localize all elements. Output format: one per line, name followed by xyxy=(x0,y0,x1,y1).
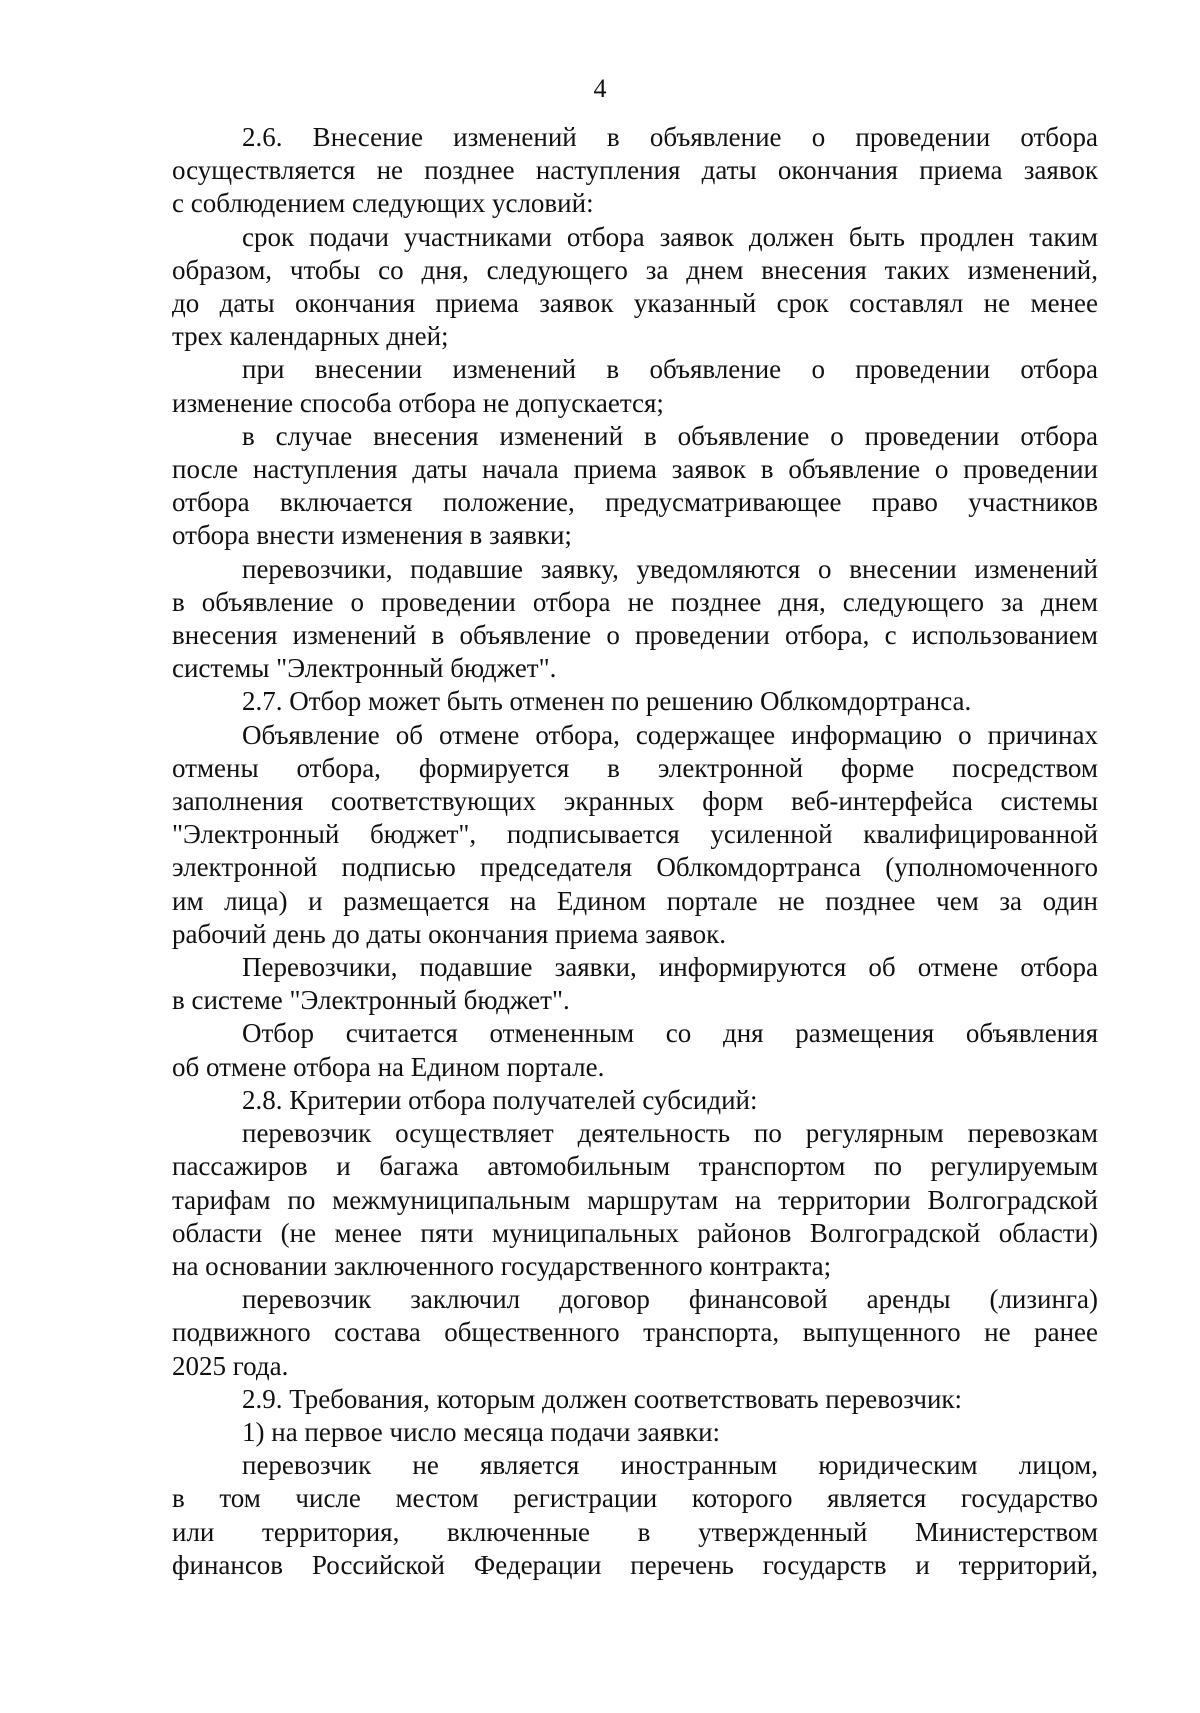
text-line: трех календарных дней; xyxy=(172,321,449,352)
text-line: перевозчик осуществляет деятельность по регулярным перевозкам xyxy=(242,1118,1098,1149)
paragraph xyxy=(172,353,1098,419)
text-line: перевозчики, подавшие заявку, уведомляются о внесении изменений xyxy=(242,553,1098,584)
text-line: 2025 года. xyxy=(172,1350,289,1381)
paragraph xyxy=(172,1449,1098,1582)
text-line: отмены отбора, формируется в электронной форме посредством xyxy=(172,752,1098,783)
document-body xyxy=(172,121,1098,1582)
text-line: образом, чтобы со дня, следующего за днем внесения таких изменений, xyxy=(172,254,1098,285)
text-line: рабочий день до даты окончания приема заявок. xyxy=(172,918,727,949)
text-line: пассажиров и багажа автомобильным транспортом по регулируемым xyxy=(172,1151,1098,1182)
text-line: 1) на первое число месяца подачи заявки: xyxy=(242,1416,721,1447)
paragraph xyxy=(172,1017,1098,1083)
text-line: до даты окончания приема заявок указанный срок составлял не менее xyxy=(172,288,1098,319)
text-line: в системе "Электронный бюджет". xyxy=(172,985,570,1016)
text-line: об отмене отбора на Едином портале. xyxy=(172,1051,605,1082)
text-line: подвижного состава общественного транспорта, выпущенного не ранее xyxy=(172,1317,1098,1348)
text-line: перевозчик заключил договор финансовой аренды (лизинга) xyxy=(242,1284,1098,1315)
text-line: на основании заключенного государственного контракта; xyxy=(172,1250,832,1281)
text-line: в том числе местом регистрации которого является государство xyxy=(172,1483,1098,1514)
text-line: 2.8. Критерии отбора получателей субсидий: xyxy=(242,1084,758,1115)
paragraph xyxy=(172,1084,1098,1117)
paragraph xyxy=(172,685,1098,718)
text-line: Объявление об отмене отбора, содержащее информацию о причинах xyxy=(242,719,1098,750)
text-line: изменение способа отбора не допускается; xyxy=(172,387,664,418)
paragraph xyxy=(172,1383,1098,1416)
text-line: отбора включается положение, предусматривающее право участников xyxy=(172,487,1098,518)
text-line: с соблюдением следующих условий: xyxy=(172,188,594,219)
text-line: 2.9. Требования, которым должен соответствовать перевозчик: xyxy=(242,1383,963,1414)
text-line: заполнения соответствующих экранных форм веб-интерфейса системы xyxy=(172,786,1098,817)
text-line: 2.6. Внесение изменений в объявление о проведении отбора xyxy=(242,122,1098,152)
text-line: электронной подписью председателя Облкомдортранса (уполномоченного xyxy=(172,852,1098,883)
paragraph xyxy=(172,221,1098,354)
text-line: системы "Электронный бюджет". xyxy=(172,653,557,684)
text-line: 2.7. Отбор может быть отменен по решению Облкомдортранса. xyxy=(242,686,972,717)
paragraph xyxy=(172,553,1098,686)
paragraph xyxy=(172,1117,1098,1283)
text-line: Отбор считается отмененным со дня размещения объявления xyxy=(242,1018,1098,1049)
text-line: финансов Российской Федерации перечень государств и территорий, xyxy=(172,1549,1098,1580)
paragraph xyxy=(172,719,1098,951)
text-line: "Электронный бюджет", подписывается усиленной квалифицированной xyxy=(172,819,1098,850)
text-line: Перевозчики, подавшие заявки, информируются об отмене отбора xyxy=(242,952,1098,983)
text-line: отбора внести изменения в заявки; xyxy=(172,520,572,551)
paragraph xyxy=(172,951,1098,1017)
text-line: перевозчик не является иностранным юридическим лицом, xyxy=(242,1450,1098,1481)
paragraph xyxy=(172,1283,1098,1383)
text-line: области (не менее пяти муниципальных районов Волгоградской области) xyxy=(172,1217,1098,1248)
text-line: после наступления даты начала приема заявок в объявление о проведении xyxy=(172,454,1098,485)
text-line: в объявление о проведении отбора не позднее дня, следующего за днем xyxy=(172,586,1098,617)
text-line: в случае внесения изменений в объявление о проведении отбора xyxy=(242,420,1098,451)
page-number: 4 xyxy=(593,74,607,103)
text-line: тарифам по межмуниципальным маршрутам на территории Волгоградской xyxy=(172,1184,1098,1215)
text-line: осуществляется не позднее наступления даты окончания приема заявок xyxy=(172,155,1098,186)
paragraph xyxy=(172,420,1098,553)
paragraph xyxy=(172,1416,1098,1449)
text-line: срок подачи участниками отбора заявок должен быть продлен таким xyxy=(242,221,1098,252)
text-line: им лица) и размещается на Едином портале не позднее чем за один xyxy=(172,885,1098,916)
text-line: при внесении изменений в объявление о проведении отбора xyxy=(242,354,1098,385)
text-line: или территория, включенные в утвержденный Министерством xyxy=(172,1516,1098,1547)
paragraph xyxy=(172,121,1098,221)
text-line: внесения изменений в объявление о проведении отбора, с использованием xyxy=(172,620,1098,651)
